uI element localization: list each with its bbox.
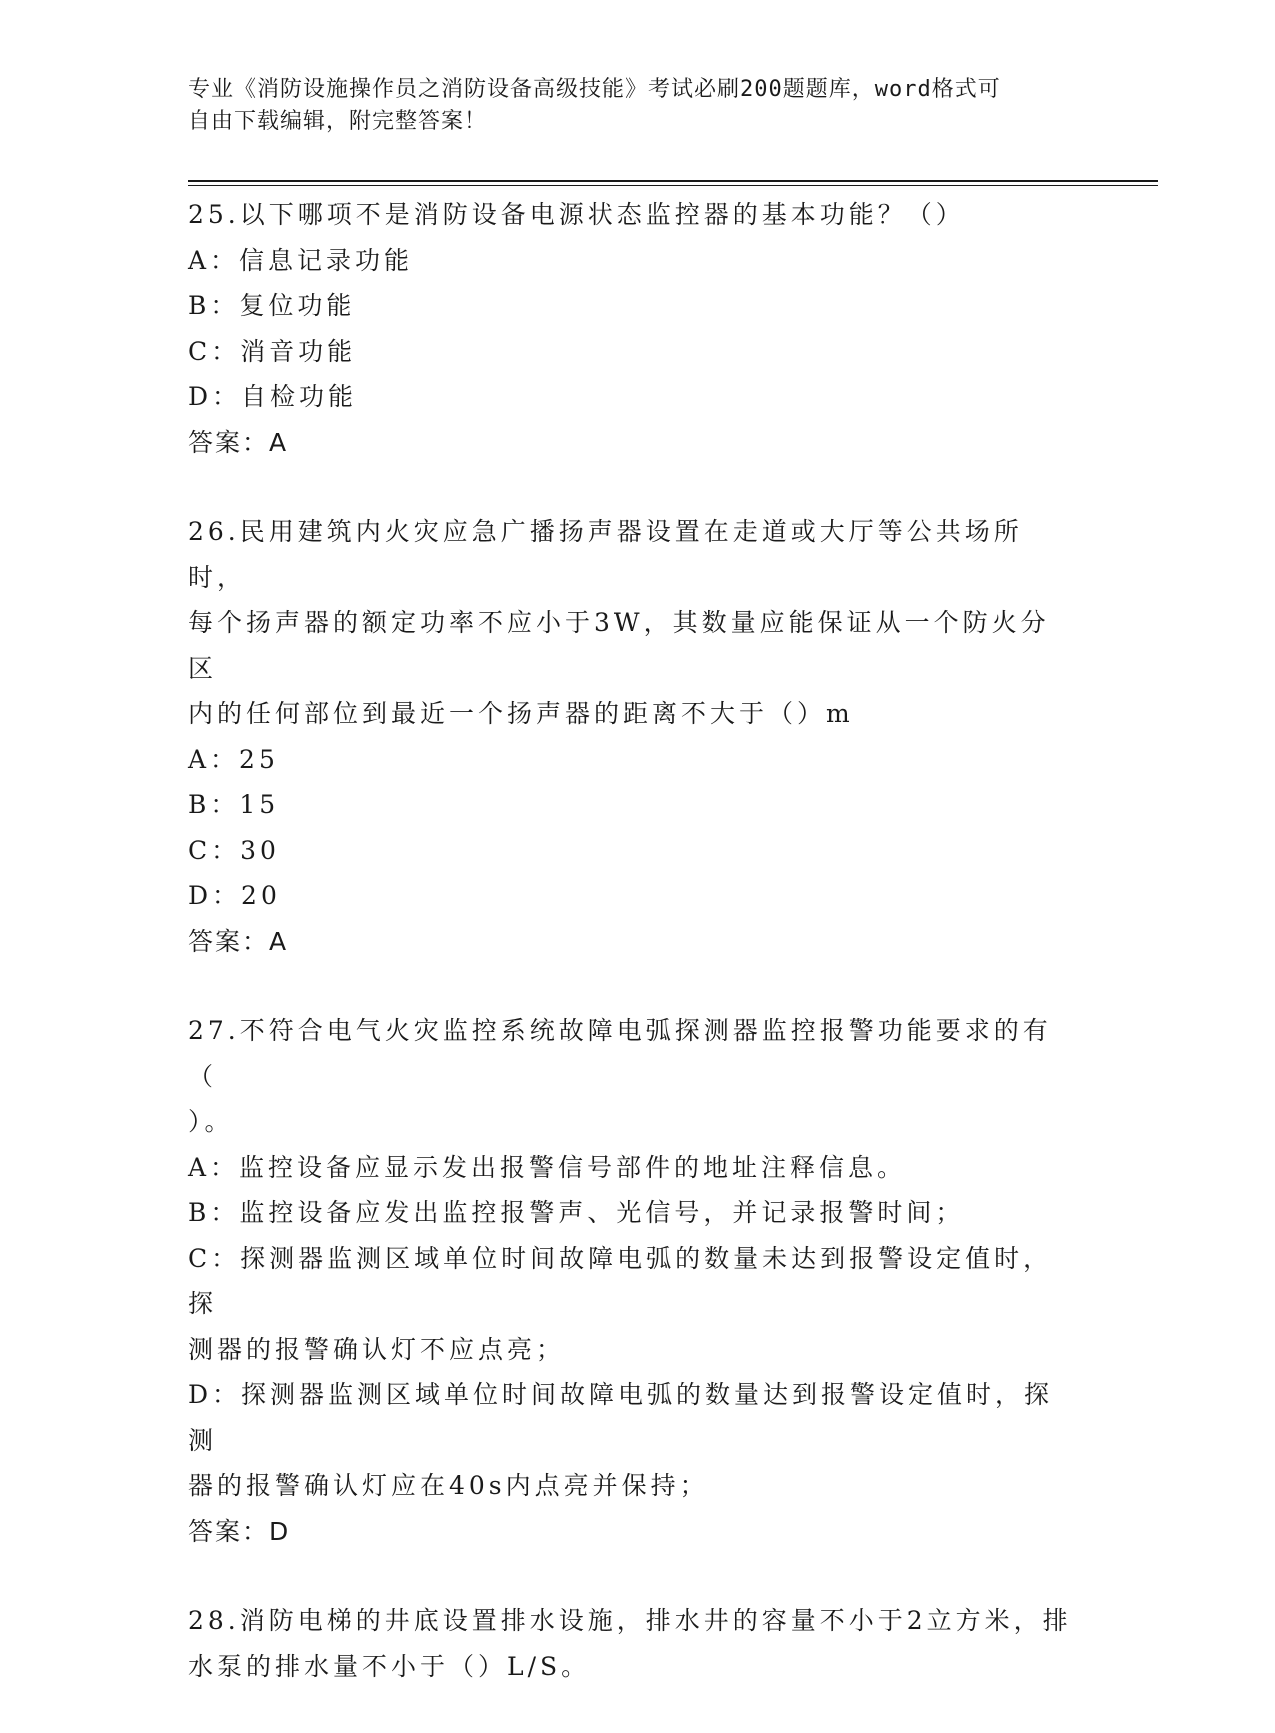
header-divider-thin (188, 185, 1158, 186)
header-divider-thick (188, 180, 1158, 182)
question-25 (188, 192, 1078, 465)
header-line-2: 自由下载编辑，附完整答案！ (188, 109, 488, 134)
answer-line: 答案：A (188, 427, 289, 457)
option-d-line-2: 器的报警确认灯应在40s内点亮并保持； (188, 1471, 709, 1500)
option-b: B：复位功能 (188, 291, 356, 320)
option-a: A：信息记录功能 (188, 245, 414, 275)
question-text-line: 内的任何部位到最近一个扬声器的距离不大于（）m (188, 699, 854, 728)
question-text-line: 每个扬声器的额定功率不应小于3W，其数量应能保证从一个防火分区 (188, 608, 1050, 683)
question-26 (188, 509, 1078, 964)
option-a: A：监控设备应显示发出报警信号部件的地址注释信息。 (188, 1152, 907, 1182)
header-line-1: 专业《消防设施操作员之消防设备高级技能》考试必刷200题题库，word格式可 (188, 77, 1001, 102)
option-d: D：20 (188, 881, 281, 910)
answer-line: 答案：A (188, 926, 289, 956)
option-a: A：25 (188, 744, 279, 774)
question-text-line: 水泵的排水量不小于（）L/S。 (188, 1651, 591, 1681)
question-text-line: 28.消防电梯的井底设置排水设施，排水井的容量不小于2立方米，排 (188, 1606, 1072, 1635)
option-b: B：监控设备应发出监控报警声、光信号，并记录报警时间； (188, 1198, 965, 1227)
question-text-line: ）。 (188, 1107, 234, 1136)
option-c-line-2: 测器的报警确认灯不应点亮； (188, 1334, 566, 1364)
option-c-line-1: C：探测器监测区域单位时间故障电弧的数量未达到报警设定值时，探 (188, 1243, 1053, 1318)
question-list (188, 192, 1078, 1733)
question-28 (188, 1598, 1078, 1689)
question-text-line: 25.以下哪项不是消防设备电源状态监控器的基本功能？（） (188, 200, 965, 229)
document-header (188, 74, 1068, 138)
option-d: D：自检功能 (188, 382, 358, 411)
option-c: C：30 (188, 835, 280, 865)
question-text-line: 27.不符合电气火灾监控系统故障电弧探测器监控报警功能要求的有（ (188, 1016, 1052, 1091)
option-b: B：15 (188, 790, 280, 819)
question-27 (188, 1008, 1078, 1554)
question-text-line: 26.民用建筑内火灾应急广播扬声器设置在走道或大厅等公共场所时， (188, 517, 1023, 592)
option-c: C：消音功能 (188, 336, 357, 366)
option-d-line-1: D：探测器监测区域单位时间故障电弧的数量达到报警设定值时，探测 (188, 1380, 1054, 1455)
answer-line: 答案：D (188, 1516, 291, 1546)
